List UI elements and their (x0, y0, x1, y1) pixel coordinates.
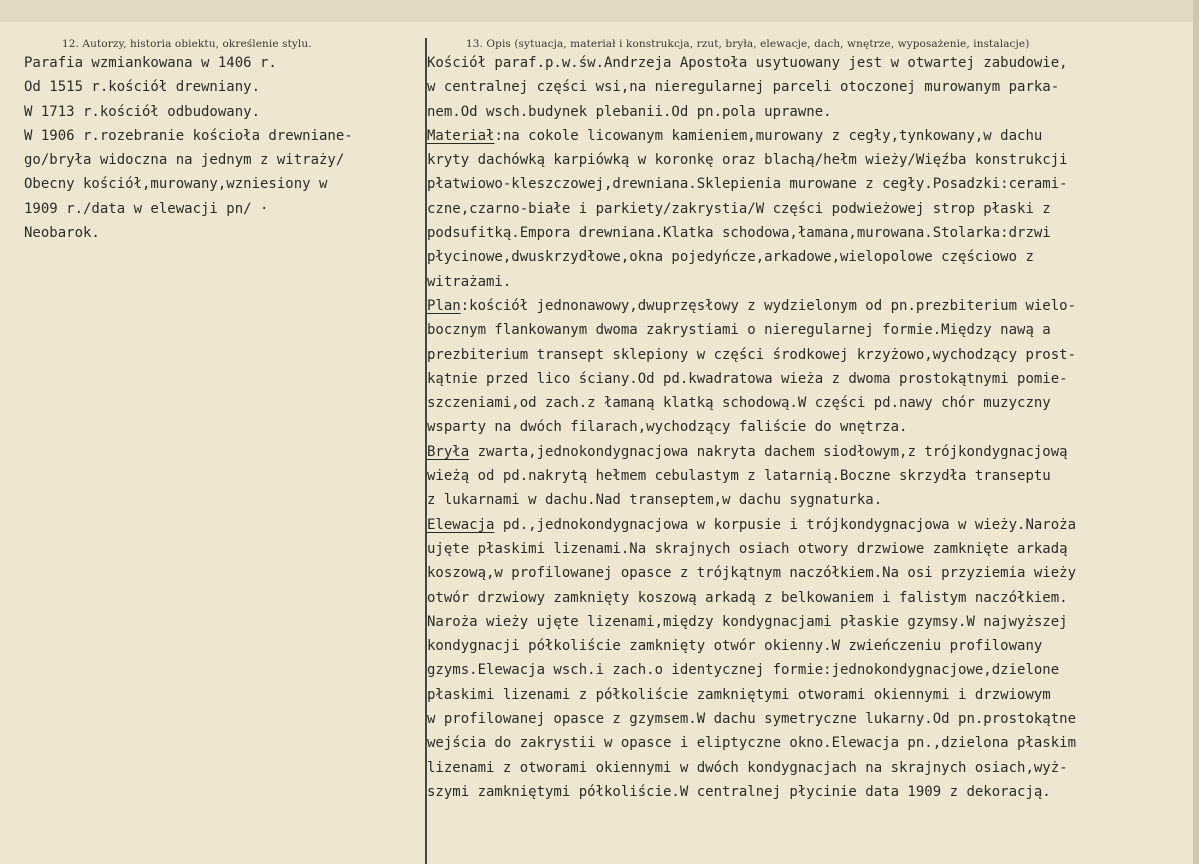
page-right-edge (1193, 0, 1199, 864)
description-line (427, 464, 1076, 488)
description-text: wieżą od pd.nakrytą hełmem cebulastym z latarnią.Boczne skrzydła transeptu (427, 468, 1051, 485)
description-line (427, 756, 1076, 780)
description-text: wejścia do zakrystii w opasce i eliptyczne okno.Elewacja pn.,dzielona płaskim (427, 735, 1077, 752)
description-line (427, 124, 1076, 148)
description-text: zwarta,jednokondygnacjowa nakryta dachem siodłowym,z trójkondygnacjową (469, 443, 1068, 460)
description-line (427, 270, 1076, 294)
description-text: bocznym flankowanym dwoma zakrystiami o nieregularnej formie.Między nawą a (427, 322, 1051, 339)
description-text: :kościół jednonawowy,dwuprzęsłowy z wydzielonym od pn.prezbiterium wielo- (460, 297, 1077, 314)
description-text: kondygnacji półkoliście zamknięty otwór okienny.W zwieńczeniu profilowany (427, 638, 1043, 655)
history-line: Parafia wzmiankowana w 1406 r. (24, 55, 277, 71)
description-text: podsufitką.Empora drewniana.Klatka schodowa,łamana,murowana.Stolarka:drzwi (427, 225, 1051, 242)
description-text: lizenami z otworami okiennymi w dwóch kondygnacjach na skrajnych osiach,wyż- (427, 759, 1068, 776)
header-section-12: 12. Autorzy, historia obiektu, określenie stylu. (62, 38, 312, 50)
history-line: go/bryła widoczna na jednym z witraży/ (24, 152, 345, 169)
description-text: witrażami. (427, 273, 512, 290)
description-text: pd.,jednokondygnacjowa w korpusie i trójkondygnacjowa w wieży.Naroża (494, 516, 1077, 533)
description-line (427, 683, 1076, 707)
description-text: szczeniami,od zach.z łamaną klatką schodową.W części pd.nawy chór muzyczny (427, 395, 1051, 412)
description-line (427, 172, 1076, 196)
description-text: kryty dachówką karpiówką w koronkę oraz blachą/hełm wieży/Więźba konstrukcji (427, 152, 1068, 169)
description-line (427, 731, 1076, 755)
description-line (427, 440, 1076, 464)
description-text: gzyms.Elewacja wsch.i zach.o identycznej formie:jednokondygnacjowe,dzielone (427, 662, 1060, 679)
description-column (427, 51, 1076, 804)
description-text: szymi zamkniętymi półkoliście.W centralnej płycinie data 1909 z dekoracją. (427, 783, 1051, 800)
description-line (427, 367, 1076, 391)
page-top-edge (0, 0, 1199, 22)
description-line (427, 780, 1076, 804)
description-text: czne,czarno-białe i parkiety/zakrystia/W części podwieżowej strop płaski z (427, 200, 1051, 217)
description-text: prezbiterium transept sklepiony w części środkowej krzyżowo,wychodzący prost- (427, 346, 1077, 363)
description-text: :na cokole licowanym kamieniem,murowany z cegły,tynkowany,w dachu (494, 127, 1043, 144)
description-line (427, 221, 1076, 245)
description-line (427, 294, 1076, 318)
history-line: 1909 r./data w elewacji pn/ · (24, 200, 269, 217)
description-line (427, 197, 1076, 221)
description-text: Naroża wieży ujęte lizenami,między kondygnacjami płaskie gzymsy.W najwyższej (427, 613, 1068, 630)
section-heading: Materiał (427, 127, 495, 144)
section-heading: Elewacja (427, 516, 495, 533)
description-line (427, 488, 1076, 512)
description-text: z lukarnami w dachu.Nad transeptem,w dachu sygnaturka. (427, 492, 883, 509)
header-section-13: 13. Opis (sytuacja, materiał i konstrukcja, rzut, bryła, elewacje, dach, wnętrze, wyposażenie, instalacje) (466, 38, 1030, 50)
description-line (427, 561, 1076, 585)
description-line (427, 245, 1076, 269)
description-text: kątnie przed lico ściany.Od pd.kwadratowa wieża z dwoma prostokątnymi pomie- (427, 370, 1068, 387)
description-line (427, 318, 1076, 342)
description-line (427, 415, 1076, 439)
description-text: w profilowanej opasce z gzymsem.W dachu symetryczne lukarny.Od pn.prostokątne (427, 711, 1077, 728)
history-line: Od 1515 r.kościół drewniany. (24, 79, 261, 96)
section-heading: Plan (427, 297, 461, 314)
description-line (427, 75, 1076, 99)
description-line (427, 100, 1076, 124)
description-text: wsparty na dwóch filarach,wychodzący faliście do wnętrza. (427, 419, 908, 436)
description-line (427, 51, 1076, 75)
description-line (427, 707, 1076, 731)
description-text: Kościół paraf.p.w.św.Andrzeja Apostoła usytuowany jest w otwartej zabudowie, (427, 55, 1068, 71)
description-line (427, 610, 1076, 634)
description-text: w centralnej części wsi,na nieregularnej parceli otoczonej murowanym parka- (427, 79, 1060, 96)
description-line (427, 513, 1076, 537)
description-text: płycinowe,dwuskrzydłowe,okna pojedyńcze,arkadowe,wielopolowe częściowo z (427, 249, 1034, 266)
history-column (24, 51, 353, 245)
history-line: Neobarok. (24, 225, 100, 242)
description-line (427, 343, 1076, 367)
description-line (427, 658, 1076, 682)
description-line (427, 634, 1076, 658)
section-heading: Bryła (427, 443, 470, 460)
history-line: W 1906 r.rozebranie kościoła drewniane- (24, 127, 353, 144)
description-line (427, 586, 1076, 610)
history-line: W 1713 r.kościół odbudowany. (24, 103, 261, 120)
description-text: płaskimi lizenami z półkoliście zamkniętymi otworami okiennymi i drzwiowym (427, 686, 1051, 703)
description-text: ujęte płaskimi lizenami.Na skrajnych osiach otwory drzwiowe zamknięte arkadą (427, 540, 1068, 557)
description-line (427, 537, 1076, 561)
description-text: płatwiowo-kleszczowej,drewniana.Sklepienia murowane z cegły.Posadzki:cerami- (427, 176, 1068, 193)
description-text: nem.Od wsch.budynek plebanii.Od pn.pola uprawne. (427, 103, 832, 120)
description-line (427, 148, 1076, 172)
history-line: Obecny kościół,murowany,wzniesiony w (24, 176, 328, 193)
description-text: otwór drzwiowy zamknięty koszową arkadą z belkowaniem i falistym naczółkiem. (427, 589, 1068, 606)
description-line (427, 391, 1076, 415)
description-text: koszową,w profilowanej opasce z trójkątnym naczółkiem.Na osi przyziemia wieży (427, 565, 1077, 582)
